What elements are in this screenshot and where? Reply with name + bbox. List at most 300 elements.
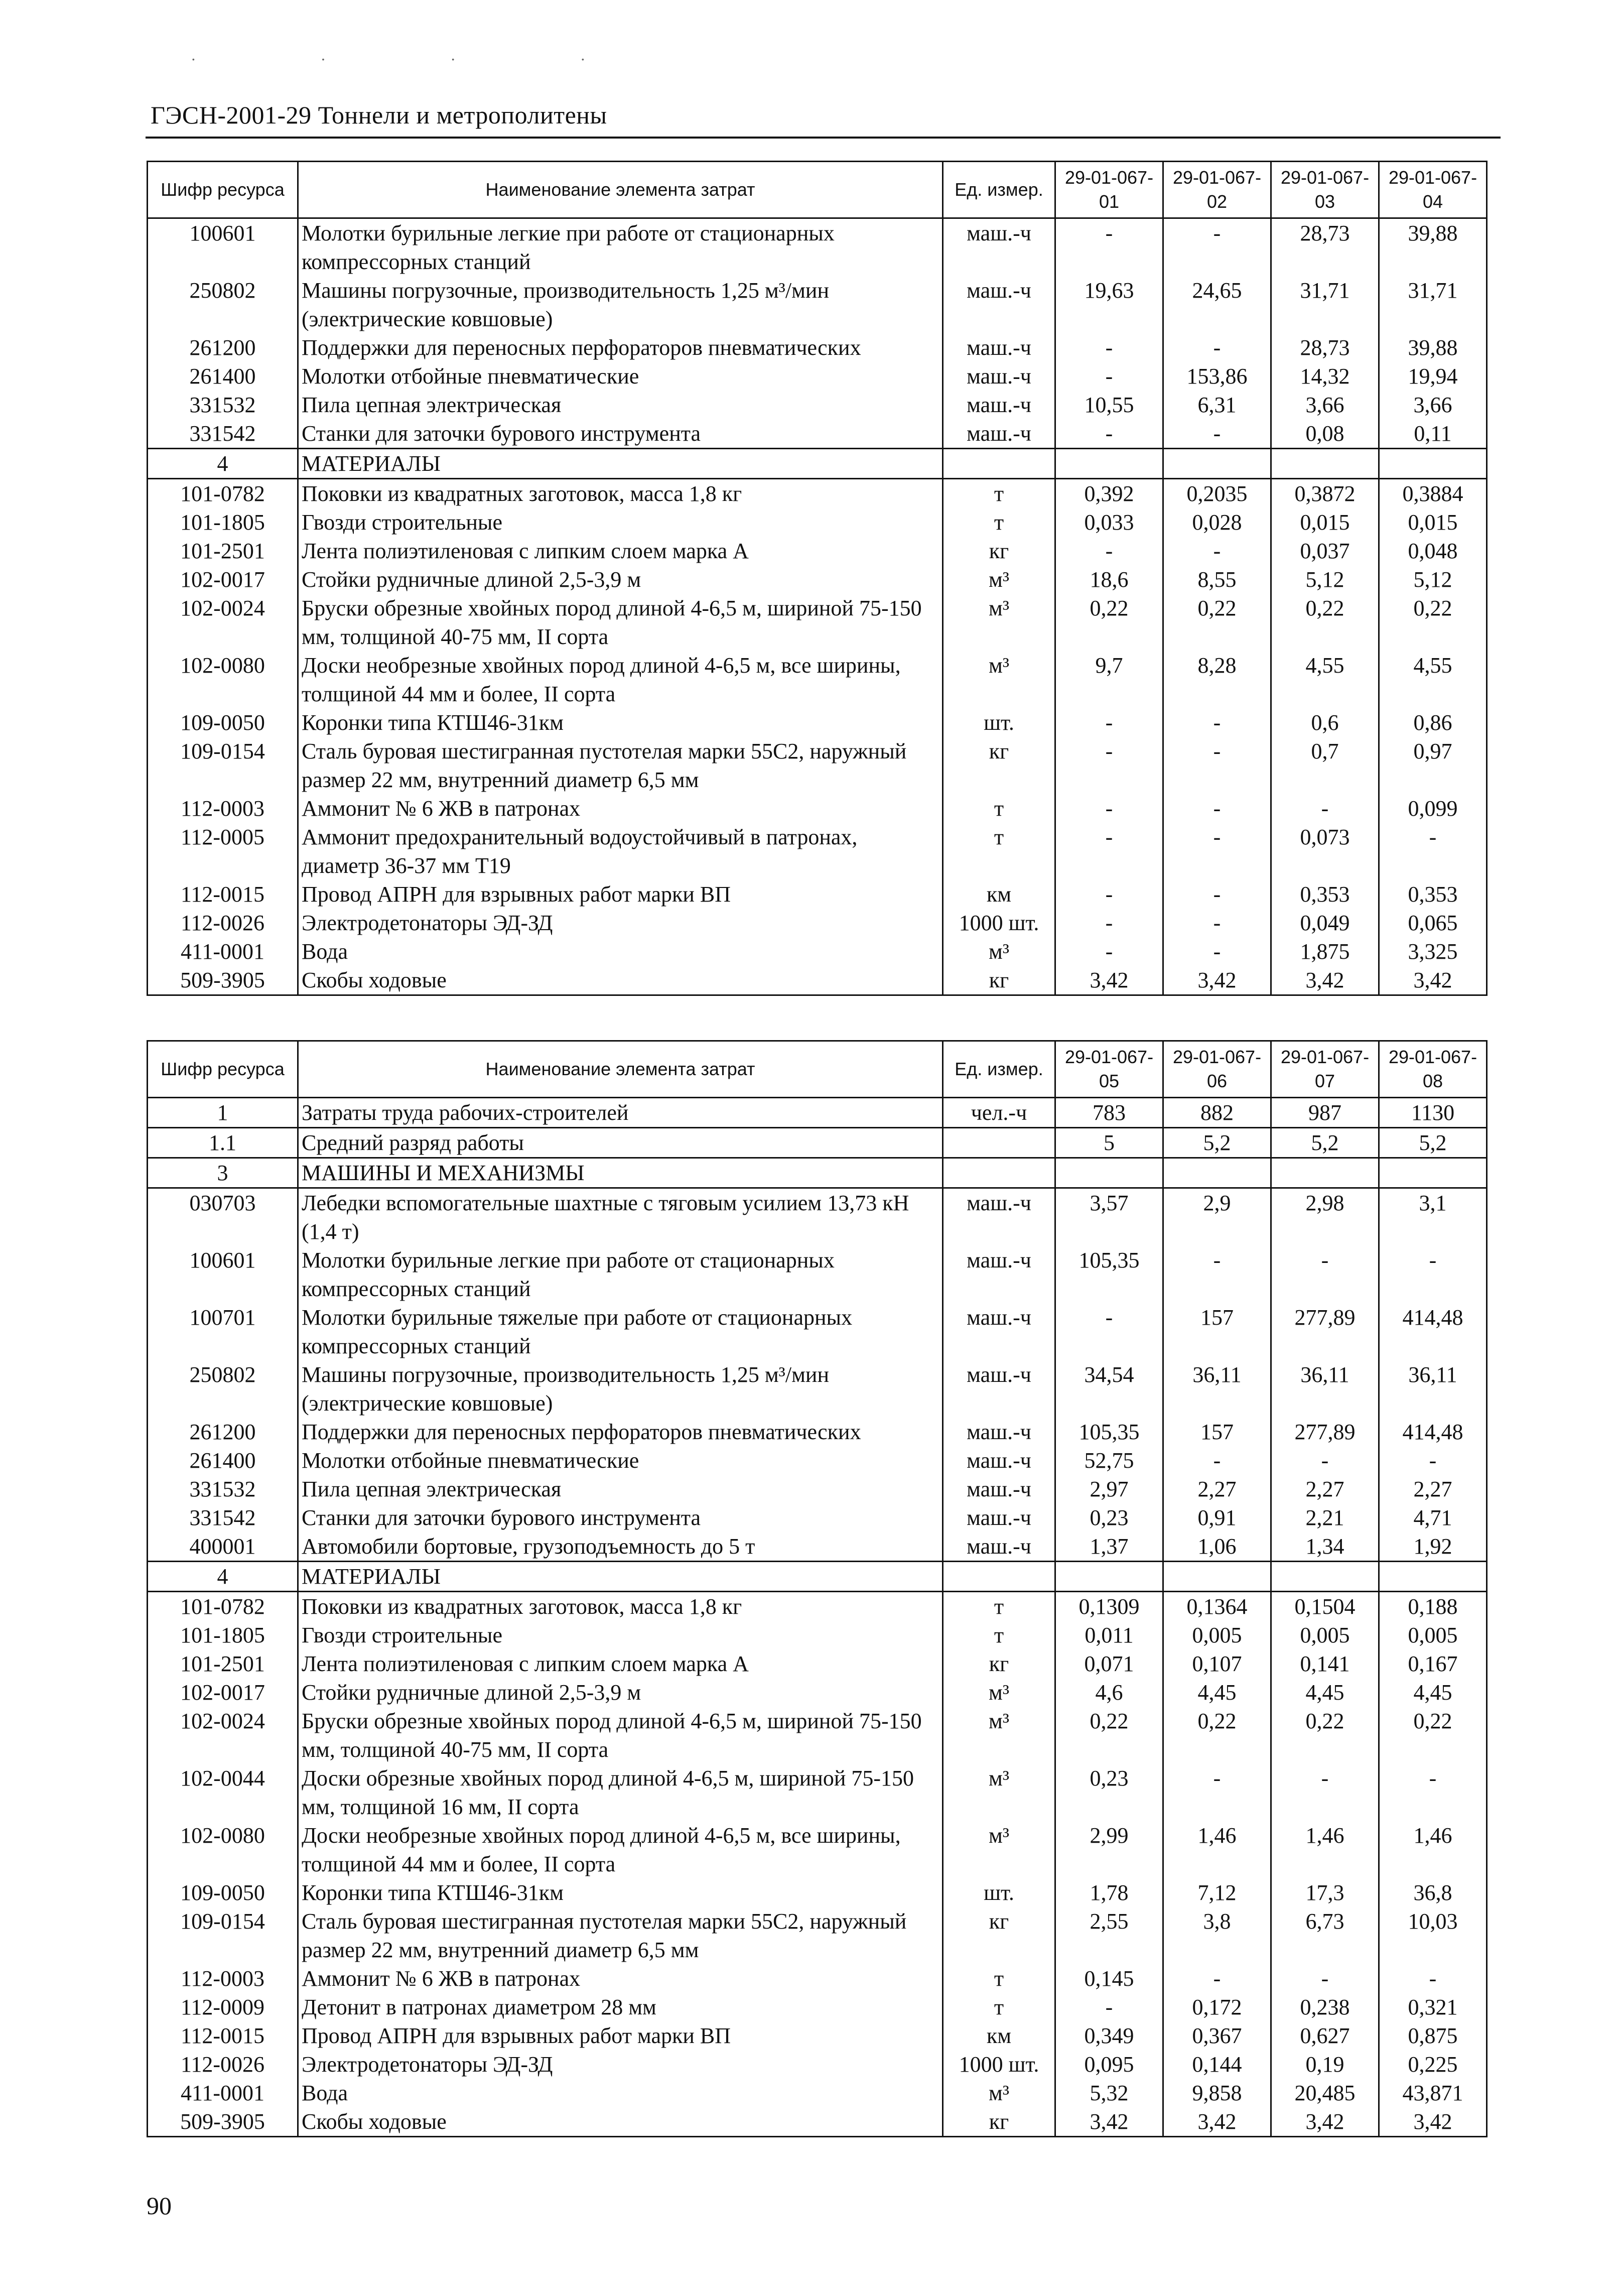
cell-norm-value-2: 0,2035 <box>1163 479 1271 508</box>
cell-norm-value-1 <box>1055 1562 1163 1592</box>
cell-unit: 1000 шт. <box>943 909 1055 937</box>
cell-norm-value-3: 5,12 <box>1271 565 1379 594</box>
cell-norm-value-3: 2,98 <box>1271 1188 1379 1246</box>
section-title: МАТЕРИАЛЫ <box>298 449 943 479</box>
table-row <box>148 1764 1487 1821</box>
cell-norm-value-2: - <box>1163 708 1271 737</box>
cell-norm-value-4: 0,188 <box>1379 1592 1487 1621</box>
header-name: Наименование элемента затрат <box>298 162 943 218</box>
cell-norm-value-1: 52,75 <box>1055 1446 1163 1475</box>
cell-norm-value-2: 36,11 <box>1163 1360 1271 1418</box>
cell-element-name: Гвозди строительные <box>298 1621 943 1649</box>
table-row <box>148 1503 1487 1532</box>
cell-norm-value-1: 1,78 <box>1055 1878 1163 1907</box>
cell-norm-value-3: 36,11 <box>1271 1360 1379 1418</box>
cell-element-name: Поковки из квадратных заготовок, масса 1,8 кг <box>298 479 943 508</box>
page-header-title: ГЭСН-2001-29 Тоннели и метрополитены <box>151 101 607 129</box>
cell-norm-value-3: - <box>1271 1764 1379 1821</box>
cell-norm-value-4: - <box>1379 1246 1487 1303</box>
cell-norm-value-2: 8,28 <box>1163 651 1271 708</box>
cell-element-name: Поддержки для переносных перфораторов пневматических <box>298 333 943 362</box>
table-row <box>148 508 1487 537</box>
cell-unit: м³ <box>943 565 1055 594</box>
table-row <box>148 880 1487 909</box>
cell-norm-value-2: 157 <box>1163 1418 1271 1446</box>
cell-unit: м³ <box>943 1678 1055 1707</box>
cell-element-name: Автомобили бортовые, грузоподъемность до 5 т <box>298 1532 943 1562</box>
cell-element-name: Коронки типа КТШ46-31км <box>298 708 943 737</box>
cell-norm-value-1: 2,97 <box>1055 1475 1163 1503</box>
cell-resource-code: 112-0005 <box>148 823 298 880</box>
cell-norm-value-1: - <box>1055 537 1163 565</box>
cell-norm-value-3: 4,45 <box>1271 1678 1379 1707</box>
cell-norm-value-2: - <box>1163 880 1271 909</box>
cell-norm-value-3: 0,141 <box>1271 1649 1379 1678</box>
table-row <box>148 737 1487 794</box>
cell-norm-value-1: 0,071 <box>1055 1649 1163 1678</box>
cell-element-name: Электродетонаторы ЭД-ЗД <box>298 2050 943 2079</box>
cell-resource-code: 331542 <box>148 1503 298 1532</box>
cell-resource-code: 100601 <box>148 1246 298 1303</box>
cell-norm-value-4: 0,97 <box>1379 737 1487 794</box>
cell-unit: т <box>943 479 1055 508</box>
cell-resource-code: 3 <box>148 1158 298 1188</box>
cell-resource-code: 1 <box>148 1098 298 1128</box>
cell-element-name: Станки для заточки бурового инструмента <box>298 419 943 449</box>
table-row <box>148 1418 1487 1446</box>
cell-element-name: Молотки бурильные легкие при работе от стационарных компрессорных станций <box>298 218 943 277</box>
cell-norm-value-2: 0,22 <box>1163 594 1271 651</box>
cell-element-name: Коронки типа КТШ46-31км <box>298 1878 943 1907</box>
cell-unit: м³ <box>943 594 1055 651</box>
cell-unit: т <box>943 1621 1055 1649</box>
cell-norm-value-4: 0,3884 <box>1379 479 1487 508</box>
cell-element-name: Лебедки вспомогательные шахтные с тяговым усилием 13,73 кН (1,4 т) <box>298 1188 943 1246</box>
table-row <box>148 794 1487 823</box>
cell-norm-value-4: - <box>1379 823 1487 880</box>
cell-unit: маш.-ч <box>943 1475 1055 1503</box>
table-row <box>148 419 1487 449</box>
cell-norm-value-3: 14,32 <box>1271 362 1379 391</box>
cell-norm-value-1: 0,033 <box>1055 508 1163 537</box>
cell-norm-value-4: 0,015 <box>1379 508 1487 537</box>
cell-norm-value-3: 0,238 <box>1271 1993 1379 2021</box>
cell-resource-code: 261200 <box>148 1418 298 1446</box>
cell-norm-value-1: - <box>1055 823 1163 880</box>
cell-norm-value-4: 4,45 <box>1379 1678 1487 1707</box>
cell-norm-value-1: 105,35 <box>1055 1418 1163 1446</box>
cell-element-name: Молотки бурильные легкие при работе от стационарных компрессорных станций <box>298 1246 943 1303</box>
cell-norm-value-4: 0,225 <box>1379 2050 1487 2079</box>
cell-norm-value-3: - <box>1271 1446 1379 1475</box>
cell-resource-code: 4 <box>148 449 298 479</box>
cell-element-name: Поддержки для переносных перфораторов пневматических <box>298 1418 943 1446</box>
header-col-2: 29-01-067-06 <box>1163 1041 1271 1098</box>
cell-norm-value-2: - <box>1163 333 1271 362</box>
cell-norm-value-4: 3,1 <box>1379 1188 1487 1246</box>
table-row <box>148 2079 1487 2107</box>
cell-unit: т <box>943 1964 1055 1993</box>
cell-resource-code: 331542 <box>148 419 298 449</box>
cell-norm-value-4: 1,92 <box>1379 1532 1487 1562</box>
cell-element-name: Гвозди строительные <box>298 508 943 537</box>
cell-norm-value-2: - <box>1163 1764 1271 1821</box>
cell-norm-value-1: 0,011 <box>1055 1621 1163 1649</box>
cell-norm-value-2: - <box>1163 737 1271 794</box>
cell-norm-value-2: - <box>1163 419 1271 449</box>
cell-norm-value-1: - <box>1055 737 1163 794</box>
header-rule <box>146 137 1501 139</box>
cell-norm-value-1: 0,22 <box>1055 594 1163 651</box>
cell-norm-value-1: 0,22 <box>1055 1707 1163 1764</box>
cell-norm-value-1: 3,42 <box>1055 2107 1163 2137</box>
cell-resource-code: 102-0024 <box>148 594 298 651</box>
cell-norm-value-4: 3,325 <box>1379 937 1487 966</box>
cell-norm-value-2: - <box>1163 1246 1271 1303</box>
cell-resource-code: 112-0026 <box>148 909 298 937</box>
cell-norm-value-2: - <box>1163 937 1271 966</box>
cell-element-name: Стойки рудничные длиной 2,5-3,9 м <box>298 1678 943 1707</box>
section-title: МАШИНЫ И МЕХАНИЗМЫ <box>298 1158 943 1188</box>
cell-norm-value-1: 19,63 <box>1055 276 1163 333</box>
cell-unit: маш.-ч <box>943 1188 1055 1246</box>
table-row <box>148 1878 1487 1907</box>
cell-norm-value-4: 0,86 <box>1379 708 1487 737</box>
cell-norm-value-3: - <box>1271 794 1379 823</box>
cell-resource-code: 102-0017 <box>148 1678 298 1707</box>
cell-norm-value-4: 0,065 <box>1379 909 1487 937</box>
cell-norm-value-4: 39,88 <box>1379 218 1487 277</box>
cell-norm-value-1: 0,392 <box>1055 479 1163 508</box>
cell-resource-code: 509-3905 <box>148 2107 298 2137</box>
cell-element-name: Аммонит № 6 ЖВ в патронах <box>298 794 943 823</box>
cell-unit: 1000 шт. <box>943 2050 1055 2079</box>
cell-norm-value-3: 0,22 <box>1271 1707 1379 1764</box>
cell-norm-value-4 <box>1379 1158 1487 1188</box>
cell-unit: маш.-ч <box>943 276 1055 333</box>
cell-resource-code: 411-0001 <box>148 937 298 966</box>
cell-norm-value-1: 0,23 <box>1055 1503 1163 1532</box>
cell-unit: маш.-ч <box>943 1418 1055 1446</box>
table-row <box>148 1707 1487 1764</box>
cell-norm-value-1: - <box>1055 419 1163 449</box>
cell-norm-value-2: 3,42 <box>1163 966 1271 995</box>
cell-element-name: Вода <box>298 2079 943 2107</box>
cell-element-name: Станки для заточки бурового инструмента <box>298 1503 943 1532</box>
cell-norm-value-2: 157 <box>1163 1303 1271 1360</box>
cell-norm-value-3: 0,6 <box>1271 708 1379 737</box>
cell-resource-code: 411-0001 <box>148 2079 298 2107</box>
cell-unit: м³ <box>943 2079 1055 2107</box>
cell-norm-value-3: 1,34 <box>1271 1532 1379 1562</box>
cell-norm-value-1: 18,6 <box>1055 565 1163 594</box>
cell-norm-value-2: 153,86 <box>1163 362 1271 391</box>
cell-unit: т <box>943 1993 1055 2021</box>
cell-unit: кг <box>943 966 1055 995</box>
scan-specks: · · · · <box>191 50 646 68</box>
cell-resource-code: 030703 <box>148 1188 298 1246</box>
cell-resource-code: 102-0080 <box>148 651 298 708</box>
cell-resource-code: 112-0003 <box>148 794 298 823</box>
cell-norm-value-4: 0,005 <box>1379 1621 1487 1649</box>
table-row <box>148 2050 1487 2079</box>
cell-norm-value-4: 3,42 <box>1379 2107 1487 2137</box>
cell-element-name: Доски обрезные хвойных пород длиной 4-6,5 м, шириной 75-150 мм, толщиной 16 мм, II сорта <box>298 1764 943 1821</box>
cell-norm-value-3: 0,08 <box>1271 419 1379 449</box>
section-title: МАТЕРИАЛЫ <box>298 1562 943 1592</box>
table-row <box>148 479 1487 508</box>
cell-norm-value-1: 3,57 <box>1055 1188 1163 1246</box>
cell-norm-value-2: 3,8 <box>1163 1907 1271 1964</box>
cell-norm-value-4: 3,42 <box>1379 966 1487 995</box>
cell-norm-value-1: 0,095 <box>1055 2050 1163 2079</box>
cell-resource-code: 101-2501 <box>148 537 298 565</box>
cell-element-name: Доски необрезные хвойных пород длиной 4-6,5 м, все ширины, толщиной 44 мм и более, II сорта <box>298 651 943 708</box>
cell-element-name: Сталь буровая шестигранная пустотелая марки 55С2, наружный размер 22 мм, внутренний диаметр 6,5 мм <box>298 737 943 794</box>
cell-element-name: Аммонит № 6 ЖВ в патронах <box>298 1964 943 1993</box>
header-unit: Ед. измер. <box>943 1041 1055 1098</box>
cell-norm-value-3: 1,875 <box>1271 937 1379 966</box>
cell-norm-value-2: 8,55 <box>1163 565 1271 594</box>
cell-norm-value-1: 9,7 <box>1055 651 1163 708</box>
cell-unit: маш.-ч <box>943 218 1055 277</box>
cell-norm-value-4: 1,46 <box>1379 1821 1487 1878</box>
cell-norm-value-1: - <box>1055 937 1163 966</box>
cell-norm-value-3: - <box>1271 1964 1379 1993</box>
cell-norm-value-1: 10,55 <box>1055 391 1163 419</box>
cell-unit: т <box>943 1592 1055 1621</box>
cell-norm-value-4: - <box>1379 1764 1487 1821</box>
cell-resource-code: 4 <box>148 1562 298 1592</box>
cell-norm-value-3: 0,1504 <box>1271 1592 1379 1621</box>
cell-norm-value-4: 5,2 <box>1379 1128 1487 1158</box>
cell-unit: м³ <box>943 1764 1055 1821</box>
header-col-1: 29-01-067-01 <box>1055 162 1163 218</box>
cell-resource-code: 100601 <box>148 218 298 277</box>
cell-norm-value-3: 277,89 <box>1271 1418 1379 1446</box>
cell-resource-code: 331532 <box>148 391 298 419</box>
cell-resource-code: 101-0782 <box>148 1592 298 1621</box>
cell-element-name: Сталь буровая шестигранная пустотелая марки 55С2, наружный размер 22 мм, внутренний диаметр 6,5 мм <box>298 1907 943 1964</box>
table-row <box>148 1592 1487 1621</box>
cell-resource-code: 331532 <box>148 1475 298 1503</box>
cell-element-name: Машины погрузочные, производительность 1,25 м³/мин (электрические ковшовые) <box>298 276 943 333</box>
resource-table-2 <box>147 1040 1488 2137</box>
cell-unit: маш.-ч <box>943 1446 1055 1475</box>
cell-norm-value-3: 0,353 <box>1271 880 1379 909</box>
table-row <box>148 1532 1487 1562</box>
cell-element-name: Скобы ходовые <box>298 2107 943 2137</box>
cell-element-name: Стойки рудничные длиной 2,5-3,9 м <box>298 565 943 594</box>
cell-unit: м³ <box>943 651 1055 708</box>
cell-norm-value-4: 3,66 <box>1379 391 1487 419</box>
cell-norm-value-4: 0,167 <box>1379 1649 1487 1678</box>
header-code: Шифр ресурса <box>148 162 298 218</box>
table-row <box>148 1446 1487 1475</box>
cell-norm-value-1 <box>1055 1158 1163 1188</box>
cell-norm-value-3: 0,7 <box>1271 737 1379 794</box>
cell-resource-code: 112-0015 <box>148 2021 298 2050</box>
cell-norm-value-1: 0,145 <box>1055 1964 1163 1993</box>
cell-norm-value-3: 1,46 <box>1271 1821 1379 1878</box>
cell-resource-code: 101-0782 <box>148 479 298 508</box>
cell-norm-value-2: 0,028 <box>1163 508 1271 537</box>
table-row <box>148 537 1487 565</box>
cell-unit: маш.-ч <box>943 1303 1055 1360</box>
cell-resource-code: 112-0026 <box>148 2050 298 2079</box>
cell-resource-code: 101-2501 <box>148 1649 298 1678</box>
cell-norm-value-4: 39,88 <box>1379 333 1487 362</box>
cell-norm-value-1: 0,1309 <box>1055 1592 1163 1621</box>
cell-norm-value-1: - <box>1055 333 1163 362</box>
cell-element-name: Пила цепная электрическая <box>298 391 943 419</box>
table-row <box>148 218 1487 277</box>
cell-unit: маш.-ч <box>943 419 1055 449</box>
cell-element-name: Бруски обрезные хвойных пород длиной 4-6,5 м, шириной 75-150 мм, толщиной 40-75 мм, II сорта <box>298 1707 943 1764</box>
cell-unit: км <box>943 2021 1055 2050</box>
table-body <box>148 1098 1487 2137</box>
cell-norm-value-4: 0,048 <box>1379 537 1487 565</box>
cell-element-name: Бруски обрезные хвойных пород длиной 4-6,5 м, шириной 75-150 мм, толщиной 40-75 мм, II сорта <box>298 594 943 651</box>
cell-resource-code: 1.1 <box>148 1128 298 1158</box>
cell-norm-value-4: 10,03 <box>1379 1907 1487 1964</box>
table-row <box>148 1993 1487 2021</box>
cell-element-name: Вода <box>298 937 943 966</box>
cell-unit: шт. <box>943 1878 1055 1907</box>
cell-norm-value-2: 3,42 <box>1163 2107 1271 2137</box>
cell-norm-value-2: 0,005 <box>1163 1621 1271 1649</box>
table-row <box>148 1649 1487 1678</box>
table-row <box>148 594 1487 651</box>
cell-norm-value-2: 1,06 <box>1163 1532 1271 1562</box>
table-row <box>148 651 1487 708</box>
cell-norm-value-2 <box>1163 1562 1271 1592</box>
cell-unit: м³ <box>943 937 1055 966</box>
table-row <box>148 276 1487 333</box>
table-row <box>148 1678 1487 1707</box>
cell-norm-value-4 <box>1379 449 1487 479</box>
cell-norm-value-2: 6,31 <box>1163 391 1271 419</box>
cell-norm-value-3 <box>1271 1158 1379 1188</box>
table-row <box>148 1128 1487 1158</box>
table-row <box>148 909 1487 937</box>
cell-norm-value-3: 17,3 <box>1271 1878 1379 1907</box>
table-row <box>148 1303 1487 1360</box>
cell-element-name: Лента полиэтиленовая с липким слоем марка А <box>298 1649 943 1678</box>
cell-norm-value-2: 882 <box>1163 1098 1271 1128</box>
cell-norm-value-1: 783 <box>1055 1098 1163 1128</box>
cell-norm-value-1: 2,55 <box>1055 1907 1163 1964</box>
table-row <box>148 362 1487 391</box>
cell-norm-value-2: 0,172 <box>1163 1993 1271 2021</box>
cell-norm-value-2: 2,27 <box>1163 1475 1271 1503</box>
cell-norm-value-1: 0,349 <box>1055 2021 1163 2050</box>
cell-norm-value-2: 0,91 <box>1163 1503 1271 1532</box>
header-col-2: 29-01-067-02 <box>1163 162 1271 218</box>
cell-norm-value-1: - <box>1055 362 1163 391</box>
cell-unit: шт. <box>943 708 1055 737</box>
cell-norm-value-4: 0,22 <box>1379 1707 1487 1764</box>
cell-element-name: Электродетонаторы ЭД-ЗД <box>298 909 943 937</box>
cell-unit: маш.-ч <box>943 333 1055 362</box>
cell-norm-value-4: 36,11 <box>1379 1360 1487 1418</box>
cell-norm-value-4: 0,11 <box>1379 419 1487 449</box>
header-code: Шифр ресурса <box>148 1041 298 1098</box>
cell-unit <box>943 1128 1055 1158</box>
table-header-row <box>148 1041 1487 1098</box>
table-row <box>148 565 1487 594</box>
cell-norm-value-3: 0,037 <box>1271 537 1379 565</box>
cell-unit: маш.-ч <box>943 1532 1055 1562</box>
cell-norm-value-4: 414,48 <box>1379 1303 1487 1360</box>
cell-norm-value-4: 5,12 <box>1379 565 1487 594</box>
cell-resource-code: 261400 <box>148 362 298 391</box>
cell-norm-value-1: 34,54 <box>1055 1360 1163 1418</box>
table-row <box>148 708 1487 737</box>
cell-norm-value-1 <box>1055 449 1163 479</box>
resource-table-1 <box>147 161 1488 996</box>
cell-norm-value-1: 5 <box>1055 1128 1163 1158</box>
cell-norm-value-3: 31,71 <box>1271 276 1379 333</box>
cell-norm-value-4: 2,27 <box>1379 1475 1487 1503</box>
cell-norm-value-2: - <box>1163 823 1271 880</box>
cell-norm-value-1: - <box>1055 708 1163 737</box>
cell-norm-value-2: - <box>1163 794 1271 823</box>
table-row <box>148 937 1487 966</box>
table-row <box>148 1621 1487 1649</box>
cell-norm-value-1: 105,35 <box>1055 1246 1163 1303</box>
cell-unit: кг <box>943 2107 1055 2137</box>
cell-norm-value-4: 414,48 <box>1379 1418 1487 1446</box>
cell-norm-value-2: 0,144 <box>1163 2050 1271 2079</box>
header-col-1: 29-01-067-05 <box>1055 1041 1163 1098</box>
cell-norm-value-4: 0,875 <box>1379 2021 1487 2050</box>
cell-norm-value-3: 0,049 <box>1271 909 1379 937</box>
cell-norm-value-3: 0,627 <box>1271 2021 1379 2050</box>
cell-norm-value-3 <box>1271 449 1379 479</box>
cell-unit: т <box>943 823 1055 880</box>
cell-norm-value-4: 1130 <box>1379 1098 1487 1128</box>
cell-unit: кг <box>943 1649 1055 1678</box>
cell-resource-code: 101-1805 <box>148 508 298 537</box>
cell-norm-value-2: 24,65 <box>1163 276 1271 333</box>
table-row <box>148 823 1487 880</box>
cell-norm-value-2: - <box>1163 1964 1271 1993</box>
cell-norm-value-2: 0,1364 <box>1163 1592 1271 1621</box>
cell-norm-value-1: 0,23 <box>1055 1764 1163 1821</box>
table-row <box>148 1907 1487 1964</box>
cell-norm-value-4: 4,55 <box>1379 651 1487 708</box>
cell-resource-code: 250802 <box>148 276 298 333</box>
table-row <box>148 1188 1487 1246</box>
cell-norm-value-4: 36,8 <box>1379 1878 1487 1907</box>
table-row <box>148 2021 1487 2050</box>
header-col-3: 29-01-067-07 <box>1271 1041 1379 1098</box>
cell-resource-code: 250802 <box>148 1360 298 1418</box>
cell-resource-code: 109-0050 <box>148 708 298 737</box>
table-row <box>148 1821 1487 1878</box>
cell-norm-value-3: 2,21 <box>1271 1503 1379 1532</box>
cell-resource-code: 109-0154 <box>148 1907 298 1964</box>
cell-norm-value-4: - <box>1379 1446 1487 1475</box>
table-row <box>148 1360 1487 1418</box>
cell-element-name: Скобы ходовые <box>298 966 943 995</box>
cell-norm-value-3: 28,73 <box>1271 333 1379 362</box>
table-header-row <box>148 162 1487 218</box>
cell-element-name: Молотки бурильные тяжелые при работе от стационарных компрессорных станций <box>298 1303 943 1360</box>
cell-resource-code: 102-0024 <box>148 1707 298 1764</box>
cell-element-name: Средний разряд работы <box>298 1128 943 1158</box>
